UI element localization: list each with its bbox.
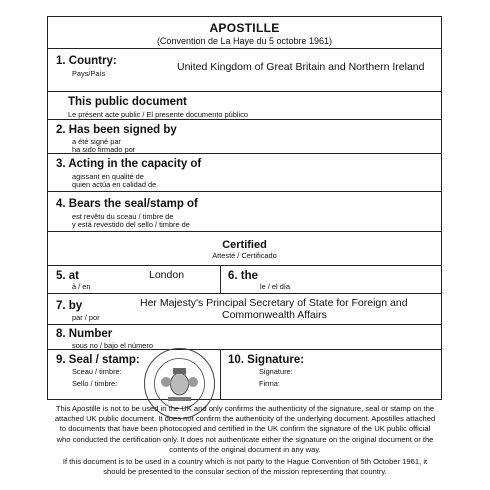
- capacity-sublabel-es: quien actúa en calidad de: [72, 180, 157, 189]
- country-sublabel: Pays/País: [72, 69, 106, 78]
- public-document-sublabel: Le présent acte public / El presente documento público: [68, 110, 248, 119]
- country-value: United Kingdom of Great Britain and Northern Ireland: [177, 61, 425, 73]
- by-label: 7. by: [56, 300, 83, 312]
- apostille-form: [47, 16, 442, 400]
- page-title: APOSTILLE: [209, 21, 280, 35]
- seal-of-sublabel-es: y está revestido del sello / timbre de: [72, 220, 190, 229]
- signature-sublabel-es: Firma:: [259, 379, 280, 388]
- page-subtitle: (Convention de La Haye du 5 octobre 1961): [156, 36, 333, 46]
- divider: [220, 350, 221, 399]
- certified-sublabel: Attesté / Certificado: [212, 251, 277, 260]
- signed-by-sublabel-fr: a été signé par: [72, 137, 121, 146]
- at-label: 5. at: [56, 270, 80, 282]
- by-sublabel: par / por: [72, 313, 100, 322]
- seal-signature-row: [48, 350, 441, 399]
- signed-by-label: 2. Has been signed by: [56, 124, 177, 136]
- title-row: [48, 17, 441, 49]
- country-row: [48, 49, 441, 92]
- capacity-row: [48, 154, 441, 192]
- at-sublabel: à / en: [72, 282, 91, 291]
- divider: [220, 266, 221, 293]
- country-label: 1. Country:: [56, 55, 117, 67]
- certified-row: [48, 232, 441, 266]
- at-value: London: [149, 269, 185, 281]
- footer-paragraph-1: This Apostille is not to be used in the UK and only confirms the authenticity of the signature, seal or stamp on the attached UK public document. It does not confirm the authenticity of the underlying document. Apostilles attached to documents that have been photocopied and certified in the UK confirm the signature of the UK public official who conducted the certification only. It does not authenticate either the signature on the original document or the contents of the original document in any way.: [54, 404, 436, 454]
- seal-stamp-label: 9. Seal / stamp:: [56, 354, 140, 366]
- footer-notice: [52, 404, 438, 479]
- capacity-label: 3. Acting in the capacity of: [56, 158, 202, 170]
- by-value-line1: Her Majesty's Principal Secretary of State for Foreign and: [140, 297, 408, 309]
- capacity-sublabel-fr: agissant en qualité de: [72, 172, 144, 181]
- public-document-title: This public document: [68, 96, 187, 108]
- number-sublabel: sous no / bajo el número: [72, 341, 153, 350]
- seal-stamp-sublabel-fr: Sceau / timbre:: [72, 367, 122, 376]
- by-value-line2: Commonwealth Affairs: [222, 309, 327, 321]
- certified-title: Certified: [222, 239, 267, 251]
- at-the-row: [48, 266, 441, 294]
- footer-paragraph-2: If this document is to be used in a country which is not party to the Hague Convention of 5th October 1961, it should be presented to the consular section of the mission representing that country.: [62, 457, 428, 477]
- public-document-row: [48, 92, 441, 120]
- the-sublabel: le / el día: [260, 282, 290, 291]
- seal-of-label: 4. Bears the seal/stamp of: [56, 198, 198, 210]
- number-label: 8. Number: [56, 328, 113, 340]
- seal-stamp-sublabel-es: Sello / timbre:: [72, 379, 118, 388]
- signed-by-row: [48, 120, 441, 154]
- signature-sublabel-fr: Signature:: [259, 367, 293, 376]
- by-row: [48, 294, 441, 325]
- number-row: [48, 325, 441, 350]
- seal-of-row: [48, 192, 441, 232]
- signed-by-sublabel-es: ha sido firmado por: [72, 145, 136, 154]
- the-label: 6. the: [228, 270, 259, 282]
- signature-label: 10. Signature:: [228, 354, 305, 366]
- seal-of-sublabel-fr: est revêtu du sceau / timbre de: [72, 212, 174, 221]
